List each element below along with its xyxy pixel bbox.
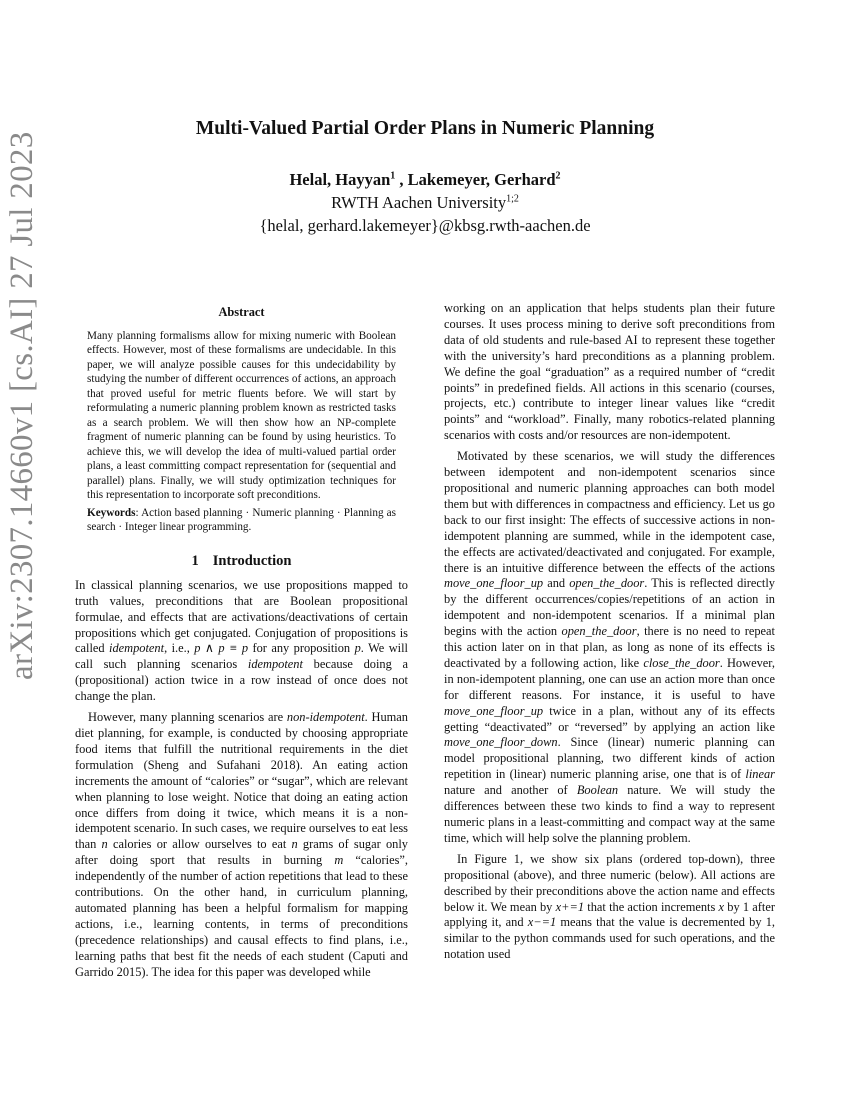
left-column — [75, 305, 408, 980]
paper-header — [0, 118, 850, 236]
arxiv-identifier: arXiv:2307.14660v1 [cs.AI] 27 Jul 2023 — [4, 131, 40, 680]
section-heading-introduction: 1 Introduction — [191, 552, 292, 569]
abstract-heading: Abstract — [218, 305, 265, 319]
abstract-body: Many planning formalisms allow for mixing numeric with Boolean effects. However, most of these formalisms are undecidable. In this paper, we will analyze possible causes for this undecidability by studying the number of different occurrences of actions, an approach that proved useful for metric fluents before. We will start by reformulating a numeric planning problem known as restricted tasks as a search problem. We will then show how an NP-complete fragment of numeric planning can be found by using heuristics. To achieve this, we will develop the idea of multi-valued partial order plans, a least committing compact representation for (sequential and parallel) plans. Finally, we will study optimization techniques for this representation to incorporate soft preconditions. — [87, 329, 396, 502]
intro-paragraph-2: However, many planning scenarios are non-idempotent. Human diet planning, for example, is conducted by choosing appropriate food items that fulfill the nutritional requirements in the diet formulation (Sheng and Sufahani 2018). An eating action increments the amount of “calories” or “sugar”, which are relevant when planning to lose weight. Notice that doing an eating action once differs from doing it twice, which means it is a non-idempotent scenario. In such cases, we require ourselves to eat less than n calories or allow ourselves to eat n grams of sugar only after doing sport that results in burning m “calories”, independently of the number of action repetitions that lead to these contributions. On the other hand, in curriculum planning, automated planning has been a helpful formalism for mapping actions, i.e., learning contents, in terms of preconditions (precedence relationships) and causal effects to find plans, i.e., learning paths that best fit the needs of each student (Caputi and Garrido 2015). The idea for this paper was developed while — [75, 710, 408, 979]
keywords: Keywords: Action based planning · Numeric planning · Planning as search · Integer linear programming. — [87, 506, 396, 534]
right-paragraph-2: Motivated by these scenarios, we will study the differences between idempotent and non-idempotent scenarios since propositional and numeric planning approaches can both model them but with differences in compactness and efficiency. Let us go back to our first insight: The effects of successive actions in non-idempotent planning are summed, while in the idempotent case, the effects are activated/deactivated and conjugated. For example, there is an intuitive difference between the effects of the actions move_one_floor_up and open_the_door. This is reflected directly by the different occurrences/copies/repetitions of an action in idempotent and non-idempotent scenarios. If a minimal plan begins with the action open_the_door, there is no need to repeat this action later on in that plan, as long as none of its effects is deactivated by a following action, like close_the_door. However, in non-idempotent planning, one can use an action more than once for different reasons. For instance, it is useful to have move_one_floor_up twice in a plan, without any of its effects getting “deactivated” or “reversed” by applying an action like move_one_floor_down. Since (linear) numeric planning can model propositional planning, two different kinds of action repetition in (linear) numeric planning arise, one that is of linear nature and another of Boolean nature. We will study the differences between these two kinds to find a way to represent numeric plans in a least-committing and compact way at the same time, which will help solve the planning problem. — [444, 449, 776, 845]
author-emails: {helal, gerhard.lakemeyer}@kbsg.rwth-aachen.de — [259, 216, 591, 235]
author-separator: , — [395, 170, 408, 189]
author-name: Helal, Hayyan — [289, 170, 391, 189]
author-list — [0, 170, 850, 190]
author-affil-mark: 1 — [390, 170, 396, 182]
paper-title: Multi-Valued Partial Order Plans in Numeric Planning — [195, 118, 655, 139]
affiliation: RWTH Aachen University$^{1;2}$ — [331, 193, 519, 212]
right-column — [444, 301, 775, 963]
author-name: Lakemeyer, Gerhard — [407, 170, 556, 189]
right-paragraph-3: In Figure 1, we show six plans (ordered top-down), three propositional (above), and three numeric (below). All actions are described by their preconditions above the action name and effects below it. We mean by x+=1 that the action increments x by 1 after applying it, and x−=1 means that the value is decremented by 1, similar to the python commands used for such operations, and the notation used — [444, 851, 775, 962]
intro-paragraph-1: In classical planning scenarios, we use propositions mapped to truth values, preconditions that are Boolean propositional formulae, and effects that are activations/deactivations of certain propositions which get conjugated. Conjugation of propositions is called idempotent, i.e., p ∧ p ≡ p for any proposition p. We will call such planning scenarios idempotent because doing a (propositional) action twice in a row instead of once does not change the plan. — [75, 577, 409, 704]
author-affil-mark: 2 — [555, 170, 561, 182]
right-paragraph-1: working on an application that helps students plan their future courses. It uses process mining to derive soft preconditions from data of old students and rule-based AI to represent these together with the university’s hard preconditions as a planning problem. We define the goal “graduation” as a required number of “credit points” in predefined fields. All actions in this scenario (courses, projects, etc.) contribute to integer linear values like “credit points” and “workload”. Finally, many robotics-related planning scenarios with costs and/or resources are non-idempotent. — [444, 301, 775, 443]
